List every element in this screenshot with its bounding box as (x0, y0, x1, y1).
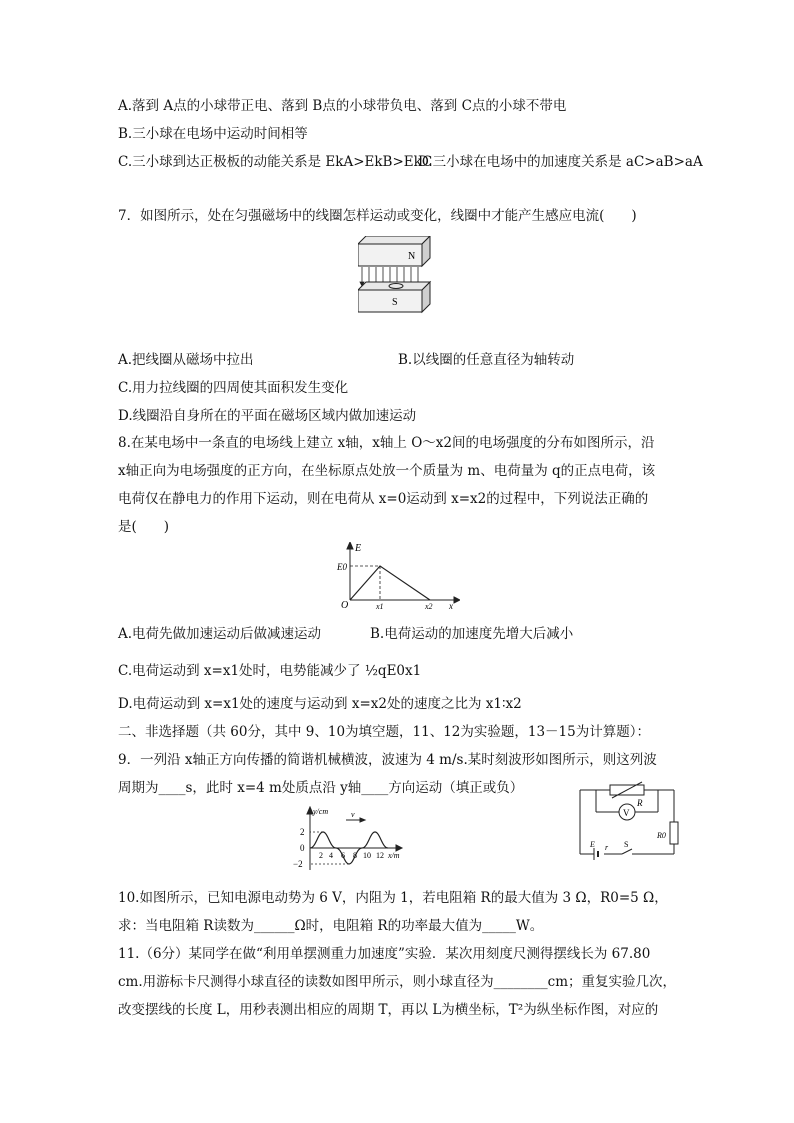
graph-label-origin: O (341, 600, 349, 611)
wave-x-unit: x/m (388, 851, 400, 860)
circuit-label-e: E (590, 840, 595, 849)
wave-x-tick: 6 (341, 851, 345, 860)
graph-label-x2: x2 (425, 602, 433, 611)
q10-line-1: 10.如图所示，已知电源电动势为 6 V，内阻为 1，若电阻箱 R的最大值为 3 Ω，R0=5 Ω， (118, 890, 668, 906)
graph-label-e: E (355, 543, 362, 554)
graph-label-x: x (449, 601, 453, 611)
circuit-label-r-internal: r (605, 843, 609, 852)
q6-option-a: A.落到 A点的小球带正电、落到 B点的小球带负电、落到 C点的小球不带电 (118, 98, 567, 114)
q10-line-2: 求：当电阻箱 R读数为______Ω时，电阻箱 R的功率最大值为_____W。 (118, 918, 544, 934)
q11-line-2: cm.用游标卡尺测得小球直径的读数如图甲所示，则小球直径为________cm；重复实验几次， (118, 974, 677, 990)
circuit-label-s: S (624, 840, 629, 849)
circuit-label-r0: R0 (657, 831, 666, 840)
q8-stem-line-2: x轴正向为电场强度的正方向，在坐标原点处放一个质量为 m、电荷量为 q的正点电荷，该 (118, 463, 656, 479)
wave-x-tick: 2 (319, 851, 323, 860)
graph-label-x1: x1 (376, 602, 384, 611)
field-strength-graph (336, 542, 460, 612)
q9-line-2: 周期为____s，此时 x=4 m处质点沿 y轴____方向运动（填正或负） (118, 780, 524, 796)
magnet-coil-figure (358, 236, 434, 314)
q6-option-c: C.三小球到达正极板的动能关系是 EkA>EkB>EkC (118, 154, 433, 170)
wave-y-tick-neg2: −2 (293, 859, 303, 869)
wave-y-tick-0: 0 (300, 843, 305, 853)
wave-y-axis-label: y/cm (313, 807, 329, 816)
q8-stem-line-1: 8.在某电场中一条直的电场线上建立 x轴，x轴上 O～x2间的电场强度的分布如图所示，沿 (118, 435, 655, 451)
north-pole-label: N (408, 251, 416, 262)
q7-option-b: B.以线圈的任意直径为轴转动 (398, 352, 575, 368)
q11-line-3: 改变摆线的长度 L，用秒表测出相应的周期 T，再以 L为横坐标，T²为纵坐标作图，对应的 (118, 1002, 659, 1018)
circuit-label-v: V (623, 808, 630, 818)
wave-x-tick: 10 (363, 851, 371, 860)
graph-label-e0: E0 (337, 562, 347, 572)
q8-option-b: B.电荷运动的加速度先增大后减小 (370, 626, 574, 642)
q7-option-c: C.用力拉线圈的四周使其面积发生变化 (118, 380, 349, 396)
q8-option-c: C.电荷运动到 x=x1处时，电势能减少了 ½qE0x1 (118, 663, 422, 679)
q6-option-d: D.三小球在电场中的加速度关系是 aC>aB>aA (418, 154, 703, 170)
q6-option-b: B.三小球在电场中运动时间相等 (118, 126, 308, 142)
south-pole-label: S (392, 297, 398, 308)
circuit-diagram (574, 780, 684, 862)
wave-x-tick: 12 (376, 851, 384, 860)
wave-x-tick: 8 (353, 851, 357, 860)
section-2-heading: 二、非选择题（共 60分，其中 9、10为填空题，11、12为实验题，13－15为计算题）： (118, 724, 650, 740)
q7-stem: 7．如图所示，处在匀强磁场中的线圈怎样运动或变化，线圈中才能产生感应电流( ) (118, 208, 637, 224)
q8-stem-line-4: 是( ) (118, 519, 170, 535)
circuit-label-r: R (637, 798, 643, 808)
q7-option-d: D.线圈沿自身所在的平面在磁场区域内做加速运动 (118, 408, 417, 424)
q8-stem-line-3: 电荷仅在静电力的作用下运动，则在电荷从 x=0运动到 x=x2的过程中，下列说法正确的 (118, 491, 649, 507)
q8-option-d: D.电荷运动到 x=x1处的速度与运动到 x=x2处的速度之比为 x1∶x2 (118, 696, 522, 712)
wave-graph (288, 806, 408, 872)
wave-velocity-label: v (351, 810, 355, 819)
q11-line-1: 11.（6分）某同学在做“利用单摆测重力加速度”实验．某次用刻度尺测得摆线长为 67.80 (118, 946, 651, 962)
wave-x-tick: 4 (329, 851, 333, 860)
q8-option-a: A.电荷先做加速运动后做减速运动 (118, 626, 322, 642)
wave-y-tick-2: 2 (300, 827, 305, 837)
q9-line-1: 9．一列沿 x轴正方向传播的简谐机械横波，波速为 4 m/s.某时刻波形如图所示，则这列波 (118, 752, 657, 768)
q7-option-a: A.把线圈从磁场中拉出 (118, 352, 254, 368)
